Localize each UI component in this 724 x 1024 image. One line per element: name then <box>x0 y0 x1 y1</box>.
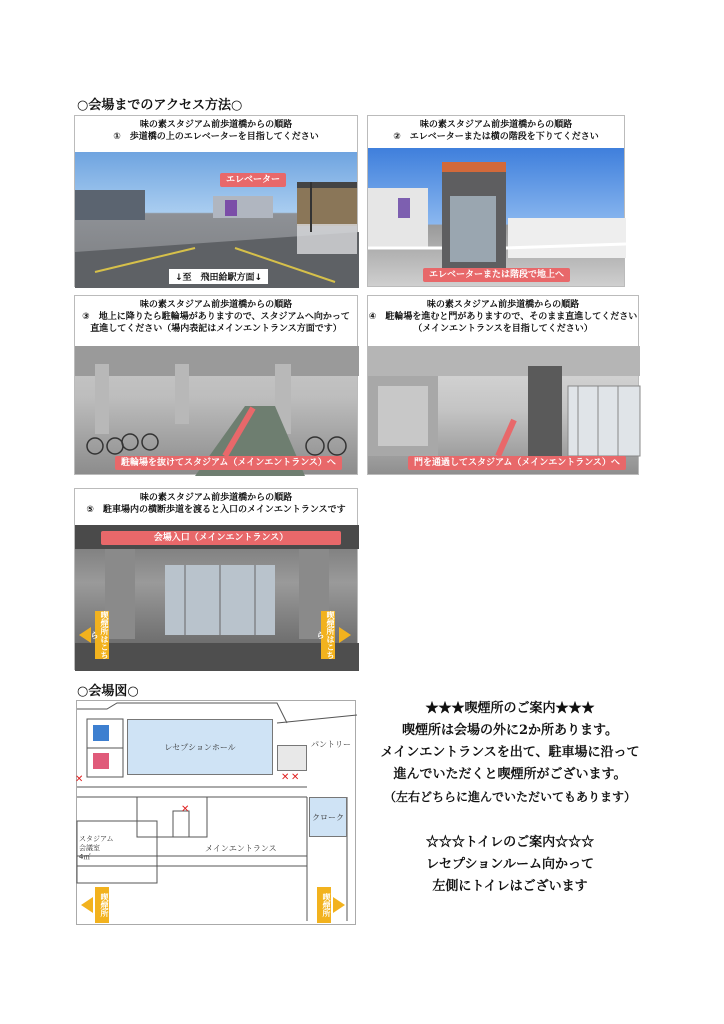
step-4-instruction: ④ 駐輪場を進むと門がありますので、そのまま直進してください <box>368 312 638 322</box>
floor-map <box>76 700 356 925</box>
step-1-direction-label: ↓至 飛田給駅方面↓ <box>169 269 268 284</box>
toilet-info-title: ☆☆☆トイレのご案内☆☆☆ <box>425 835 595 850</box>
smoking-info-title: ★★★喫煙所のご案内★★★ <box>425 701 595 716</box>
cloak-room: クローク <box>309 797 347 837</box>
step-3-route: 味の素スタジアム前歩道橋からの順路 <box>139 300 293 310</box>
pantry-label: パントリー <box>311 740 351 749</box>
step-4-route: 味の素スタジアム前歩道橋からの順路 <box>426 300 580 310</box>
step-4-instruction-2: （メインエントランスを目指してください） <box>413 324 593 334</box>
pantry-cabinet <box>277 745 307 771</box>
step-3-banner: 駐輪場を抜けてスタジアム（メインエントランス）へ <box>115 456 342 470</box>
step-1-photo <box>75 152 357 286</box>
step-4-card <box>367 295 639 475</box>
toilet-info-line: 左側にトイレはございます <box>432 879 588 894</box>
step-5-route: 味の素スタジアム前歩道橋からの順路 <box>139 493 293 503</box>
step-4-caption <box>368 296 638 348</box>
closed-x-icon: ✕ <box>181 804 190 815</box>
step-5-smoking-sign-left: 喫煙所はこちら <box>90 611 109 659</box>
step-1-elevator-banner: エレベーター <box>220 173 286 187</box>
step-3-photo <box>75 346 357 474</box>
step-2-route: 味の素スタジアム前歩道橋からの順路 <box>419 120 573 130</box>
step-4-banner: 門を通過してスタジアム（メインエントランス）へ <box>408 456 626 470</box>
step-1-instruction: ① 歩道橋の上のエレベーターを目指してください <box>113 132 319 142</box>
toilet-info <box>365 832 655 898</box>
map-smoking-sign-right: 喫煙所 <box>317 887 331 923</box>
step-1-caption <box>75 116 357 154</box>
mens-toilet-icon <box>93 725 109 741</box>
step-5-instruction: ⑤ 駐車場内の横断歩道を渡ると入口のメインエントランスです <box>86 505 346 515</box>
step-5-scene <box>75 525 359 671</box>
map-section-title: ○会場図○ <box>77 684 139 699</box>
map-right-arrow-icon <box>333 897 345 913</box>
step-1-scene <box>75 152 359 288</box>
step-1-card <box>74 115 358 287</box>
map-smoking-sign-left: 喫煙所 <box>95 887 109 923</box>
step-2-caption <box>368 116 624 150</box>
step-5-entrance-banner: 会場入口（メインエントランス） <box>101 531 341 545</box>
smoking-info-line: （左右どちらに進んでいただいてもあります） <box>383 790 636 804</box>
access-section-title: ○会場までのアクセス方法○ <box>77 98 243 113</box>
smoking-info-line: メインエントランスを出て、駐車場に沿って <box>380 745 640 760</box>
womens-toilet-icon <box>93 753 109 769</box>
step-3-caption <box>75 296 357 348</box>
step-5-photo <box>75 525 357 669</box>
closed-x-icon: ✕ <box>75 774 84 785</box>
step-5-caption <box>75 489 357 527</box>
step-4-photo <box>368 346 638 474</box>
toilet-info-line: レセプションルーム向かって <box>426 857 594 872</box>
stadium-room-label: スタジアム 会議室 4㎡ <box>79 835 114 861</box>
step-5-card <box>74 488 358 670</box>
step-3-instruction-2: 直進してください（場内表記はメインエントランス方面です） <box>90 324 342 334</box>
step-3-card <box>74 295 358 475</box>
step-5-smoking-sign-right: 喫煙所はこちら <box>316 611 335 659</box>
step-2-photo <box>368 148 624 286</box>
step-5-left-arrow-icon <box>79 627 91 643</box>
main-entrance-label: メインエントランス <box>205 844 277 853</box>
step-2-card <box>367 115 625 287</box>
step-2-banner: エレベーターまたは階段で地上へ <box>423 268 570 282</box>
step-5-right-arrow-icon <box>339 627 351 643</box>
step-2-scene <box>368 148 626 288</box>
closed-x-icon: ✕ <box>291 772 300 783</box>
closed-x-icon: ✕ <box>281 772 290 783</box>
step-1-route: 味の素スタジアム前歩道橋からの順路 <box>139 120 293 130</box>
step-3-instruction: ③ 地上に降りたら駐輪場がありますので、スタジアムへ向かって <box>82 312 350 322</box>
smoking-info-line: 進んでいただくと喫煙所がございます。 <box>393 767 627 782</box>
map-left-arrow-icon <box>81 897 93 913</box>
reception-hall-room: レセプションホール <box>127 719 273 775</box>
step-2-instruction: ② エレベーターまたは横の階段を下りてください <box>393 132 599 142</box>
smoking-info-line: 喫煙所は会場の外に2か所あります。 <box>401 723 618 738</box>
smoking-info <box>365 698 655 808</box>
